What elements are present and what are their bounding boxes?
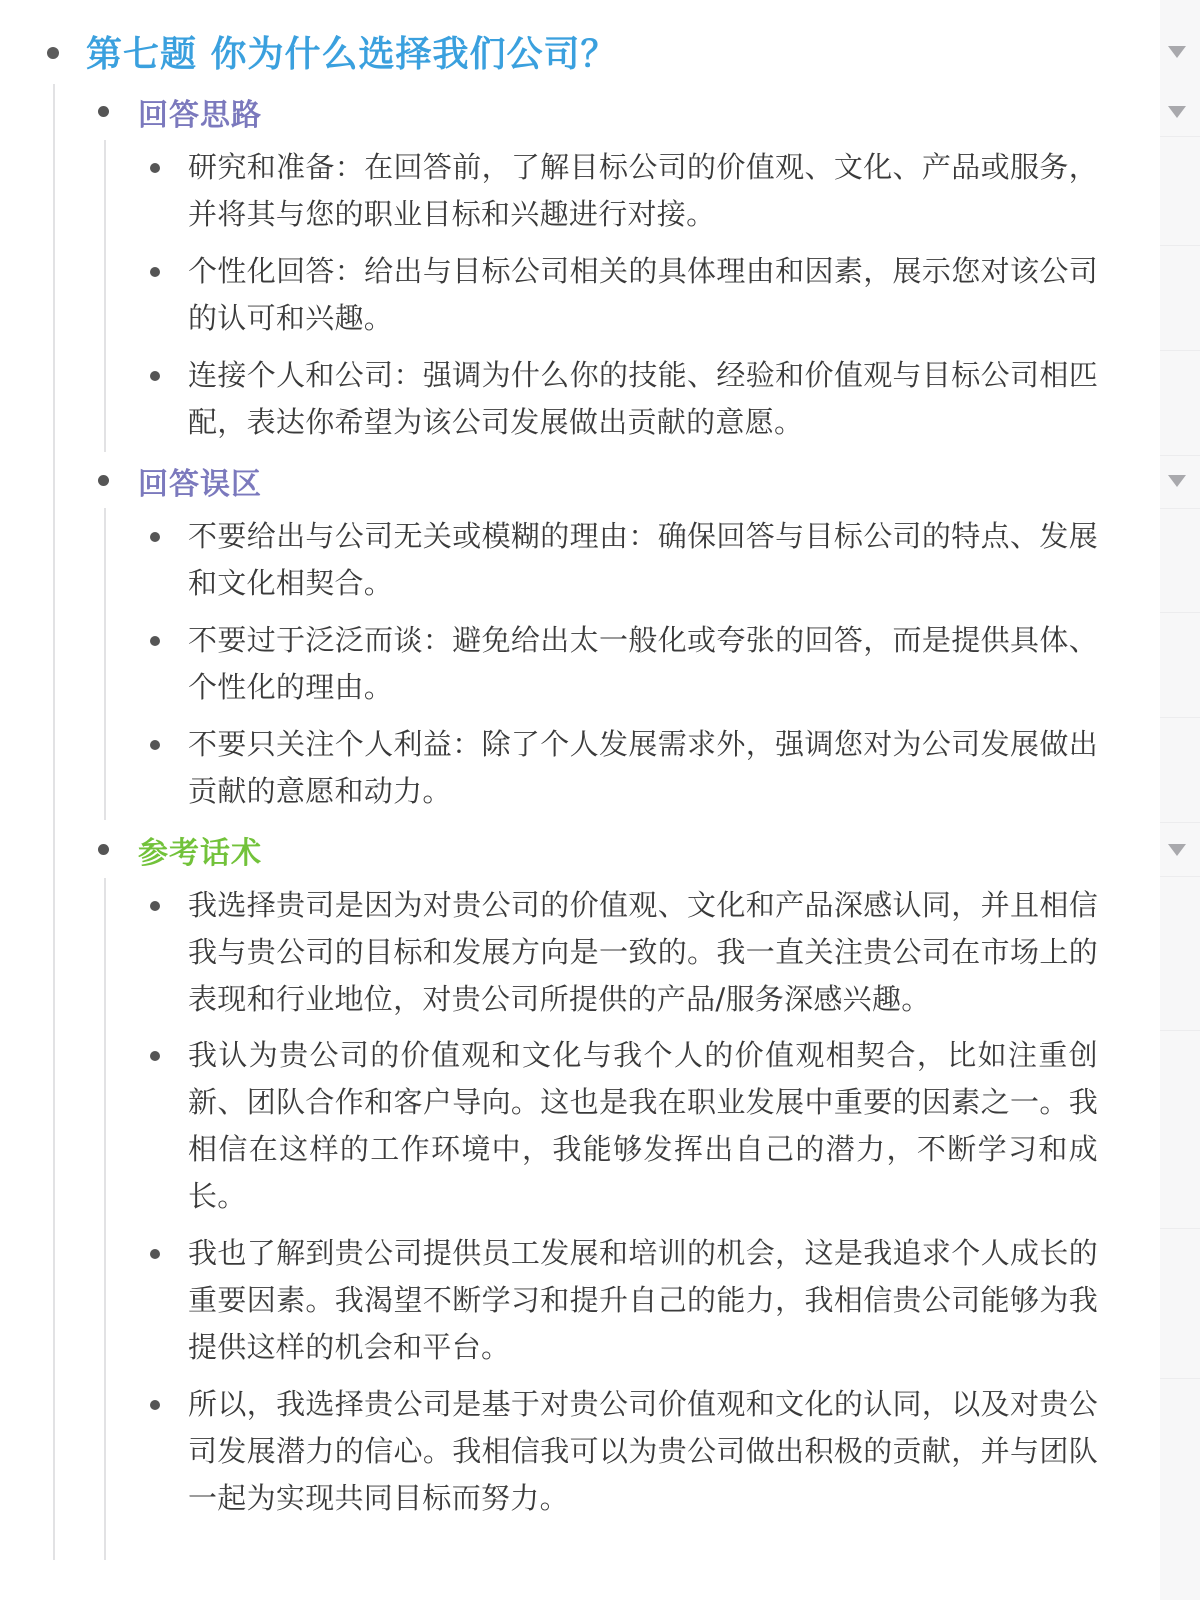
gutter-divider <box>1160 455 1200 456</box>
list-item: 不要过于泛泛而谈：避免给出太一般化或夸张的回答，而是提供具体、个性化的理由。 <box>188 623 1098 704</box>
list-item: 我也了解到贵公司提供员工发展和培训的机会，这是我追求个人成长的重要因素。我渴望不断学习和提升自己的能力，我相信贵公司能够为我提供这样的机会和平台。 <box>188 1236 1098 1364</box>
list-item: 我认为贵公司的价值观和文化与我个人的价值观相契合，比如注重创新、团队合作和客户导向。这也是我在职业发展中重要的因素之一。我相信在这样的工作环境中，我能够发挥出自己的潜力，不断学习和成长。 <box>188 1038 1098 1213</box>
page-title: 第七题 你为什么选择我们公司？ <box>86 34 618 75</box>
gutter-divider <box>1160 1228 1200 1229</box>
outline-guide-section-3 <box>104 878 106 1560</box>
bullet-dot-icon <box>98 106 109 117</box>
bullet-dot-icon <box>150 267 160 277</box>
list-item: 我选择贵司是因为对贵公司的价值观、文化和产品深感认同，并且相信我与贵公司的目标和发展方向是一致的。我一直关注贵公司在市场上的表现和行业地位，对贵公司所提供的产品/服务深感兴趣。 <box>188 888 1098 1016</box>
gutter-divider <box>1160 350 1200 351</box>
bullet-dot-icon <box>150 1249 160 1259</box>
bullet-dot-icon <box>150 1400 160 1410</box>
gutter-divider <box>1160 876 1200 877</box>
gutter-divider <box>1160 508 1200 509</box>
list-item: 连接个人和公司：强调为什么你的技能、经验和价值观与目标公司相匹配，表达你希望为该公司发展做出贡献的意愿。 <box>188 358 1098 439</box>
bullet-dot-icon <box>47 47 59 59</box>
bullet-dot-icon <box>150 901 160 911</box>
gutter-divider <box>1160 822 1200 823</box>
collapse-toggle-section-1[interactable] <box>1168 106 1186 118</box>
bullet-dot-icon <box>150 636 160 646</box>
collapse-toggle-section-2[interactable] <box>1168 475 1186 487</box>
section-heading-answer-pitfalls: 回答误区 <box>138 467 262 502</box>
gutter-divider <box>1160 245 1200 246</box>
list-item: 所以，我选择贵公司是基于对贵公司价值观和文化的认同，以及对贵公司发展潜力的信心。我相信我可以为贵公司做出积极的贡献，并与团队一起为实现共同目标而努力。 <box>188 1387 1098 1515</box>
gutter-divider <box>1160 612 1200 613</box>
gutter-divider <box>1160 136 1200 137</box>
collapse-toggle-title[interactable] <box>1168 46 1186 58</box>
bullet-dot-icon <box>150 740 160 750</box>
list-item: 个性化回答：给出与目标公司相关的具体理由和因素，展示您对该公司的认可和兴趣。 <box>188 254 1098 335</box>
gutter-divider <box>1160 1030 1200 1031</box>
bullet-dot-icon <box>150 1051 160 1061</box>
collapse-toggle-section-3[interactable] <box>1168 844 1186 856</box>
bullet-dot-icon <box>98 475 109 486</box>
bullet-dot-icon <box>150 532 160 542</box>
section-heading-reference-script: 参考话术 <box>138 836 262 871</box>
list-item: 研究和准备：在回答前，了解目标公司的价值观、文化、产品或服务，并将其与您的职业目标和兴趣进行对接。 <box>188 150 1098 231</box>
outline-guide-section-1 <box>104 140 106 452</box>
outline-guide-level-1 <box>53 84 55 1560</box>
outline-guide-section-2 <box>104 508 106 820</box>
bullet-dot-icon <box>150 371 160 381</box>
section-heading-answer-approach: 回答思路 <box>138 98 262 133</box>
list-item: 不要只关注个人利益：除了个人发展需求外，强调您对为公司发展做出贡献的意愿和动力。 <box>188 727 1098 808</box>
bullet-dot-icon <box>150 163 160 173</box>
bullet-dot-icon <box>98 844 109 855</box>
outline-gutter <box>1160 0 1200 1600</box>
gutter-divider <box>1160 1378 1200 1379</box>
list-item: 不要给出与公司无关或模糊的理由：确保回答与目标公司的特点、发展和文化相契合。 <box>188 519 1098 600</box>
gutter-divider <box>1160 717 1200 718</box>
